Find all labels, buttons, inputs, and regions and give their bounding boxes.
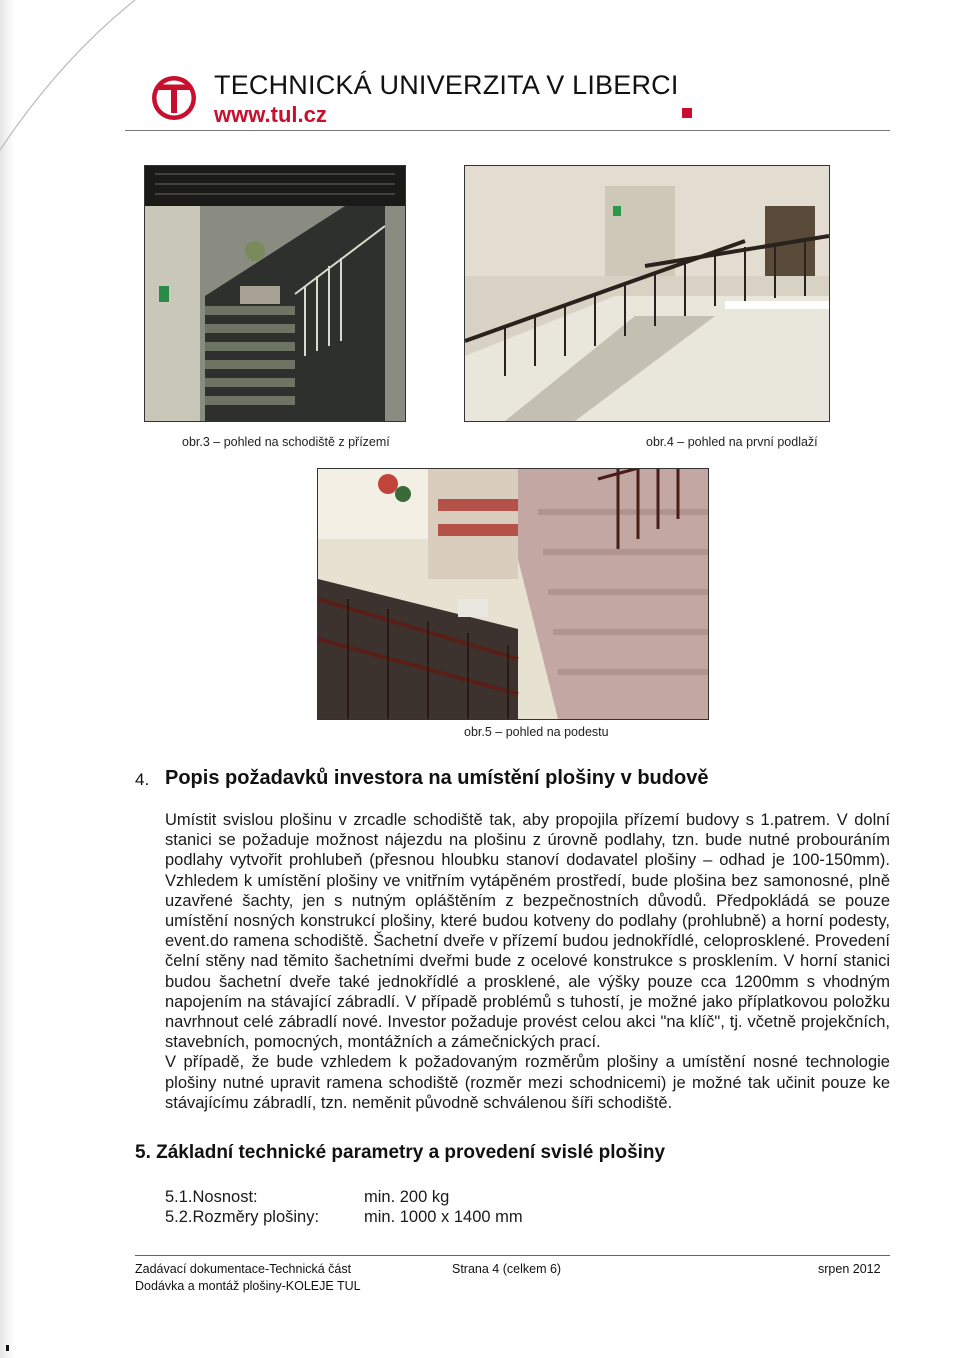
section-4-body	[165, 810, 890, 1113]
header-divider	[125, 130, 890, 131]
section-4-paragraph: V případě, že bude vzhledem k požadovaným rozměrům plošiny a umístění nosné technologie plošiny nutné upravit ramena schodiště (rozměr mezi schodnicemi) je možné tak učinit pouze ke stávajícímu zábradlí, tzn. neměnit původně schválenou šíři schodiště.	[165, 1053, 890, 1112]
section-4-paragraph: Umístit svislou plošinu v zrcadle schodiště tak, aby propojila přízemí budovy s 1.patrem. V dolní stanici se požaduje možnost nájezdu na plošinu z úrovně podlahy, tzn. bude nutné probouráním podlahy vytvořit prohlubeň (přesnou hloubku stanoví dodavatel plošiny – odhad je 100-150mm). Vzhledem k umístění plošiny ve vnitřním vytápěném prostředí, bude plošina bez samonosné, plně uzavřené šachty, jen s nutným opláštěním z bezpečnostních důvodů. Předpokládá se pouze umístění nosných konstrukcí plošiny, které budou kotveny do podlahy (prohlubně) a horní podesty, event.do ramena schodiště. Šachetní dveře v přízemí budou jednokřídlé, celoprosklené. Provedení čelní stěny nad těmito šachetními dveřmi bude z ocelové konstrukce s prosklením. V horní stanici budou šachetní dveře také jednokřídlé a prosklené, ale výšky pouze cca 1200mm s vhodným napojením na stávající zábradlí. V případě problémů s tuhostí, je možné jako příplatkovou položku navrhnout celé zábradlí nové. Investor požaduje provést celou akci "na klíč", tj. včetně projekčních, stavebních, pomocných, montážních a zámečnických prací.	[165, 811, 890, 1052]
footer-date: srpen 2012	[818, 1262, 881, 1276]
footer-page-number: Strana 4 (celkem 6)	[452, 1262, 562, 1276]
section-4-heading: Popis požadavků investora na umístění plošiny v budově	[165, 767, 709, 789]
param-label-dimensions: 5.2.Rozměry plošiny:	[165, 1208, 320, 1226]
university-website[interactable]: www.tul.cz	[214, 102, 327, 127]
footer-divider	[135, 1255, 890, 1256]
figure-caption-3: obr.3 – pohled na schodiště z přízemí	[182, 435, 390, 449]
university-logo-icon	[150, 74, 198, 122]
scan-margin-mark	[6, 1345, 9, 1351]
brand-square-icon	[682, 108, 692, 118]
section-4-number: 4.	[135, 770, 150, 789]
param-value-dimensions: min. 1000 x 1400 mm	[364, 1208, 523, 1226]
param-label-capacity: 5.1.Nosnost:	[165, 1188, 258, 1206]
photo-landing	[317, 468, 709, 720]
param-value-capacity: min. 200 kg	[364, 1188, 450, 1206]
university-name: TECHNICKÁ UNIVERZITA V LIBERCI	[214, 70, 679, 100]
section-5-heading: 5. Základní technické parametry a provedení svislé plošiny	[135, 1142, 666, 1163]
footer-document-subtitle: Dodávka a montáž plošiny-KOLEJE TUL	[135, 1279, 361, 1293]
photo-first-floor	[464, 165, 830, 422]
footer-document-title: Zadávací dokumentace-Technická část	[135, 1262, 352, 1276]
figure-caption-5: obr.5 – pohled na podestu	[464, 725, 609, 739]
photo-staircase-ground-floor	[144, 165, 406, 422]
scan-edge-shadow	[0, 0, 14, 1358]
figure-caption-4: obr.4 – pohled na první podlaží	[646, 435, 818, 449]
letterhead	[150, 70, 890, 132]
